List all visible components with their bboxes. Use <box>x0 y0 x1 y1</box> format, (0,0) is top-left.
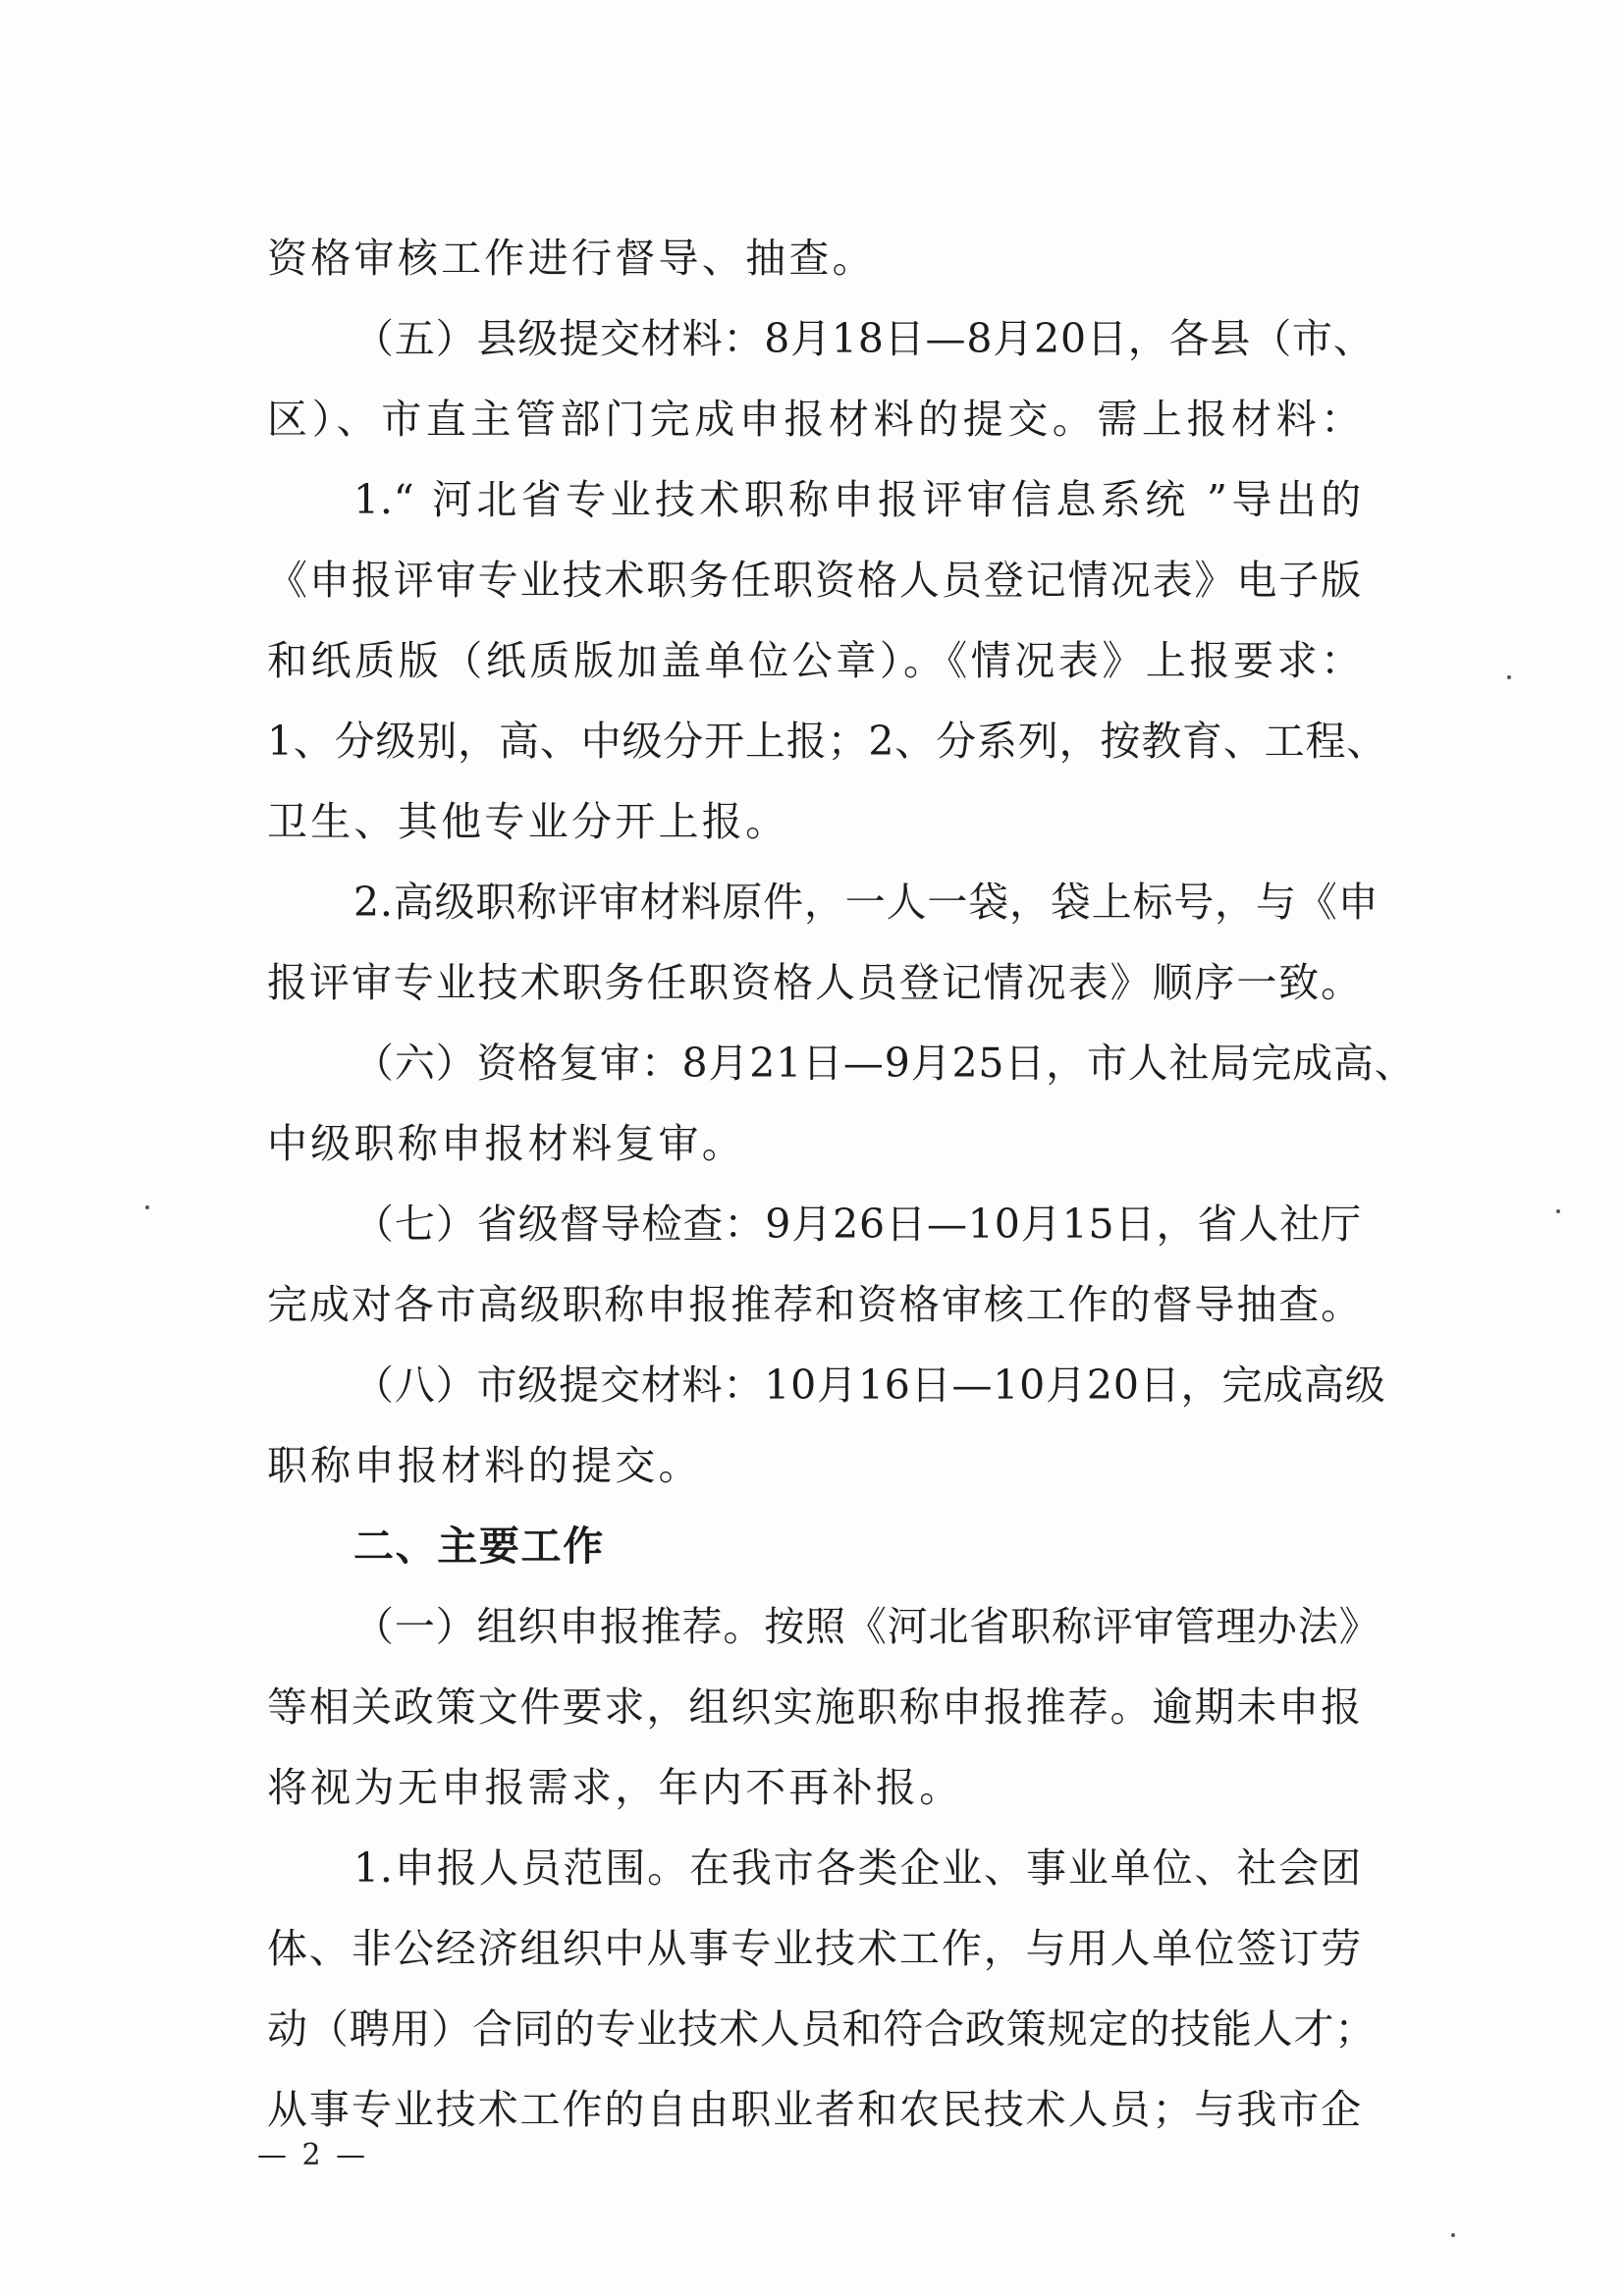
paragraph-line: 动（聘用）合同的专业技术人员和符合政策规定的技能人才； <box>267 2005 1377 2053</box>
paragraph-line: 卫生、其他专业分开上报。 <box>267 798 789 845</box>
paragraph-line: 体、非公经济组织中从事专业技术工作，与用人单位签订劳 <box>267 1925 1362 1972</box>
scan-speck <box>1451 2233 1455 2237</box>
scan-speck <box>1556 1209 1560 1213</box>
paragraph-line: （七）省级督导检查：9月26日—10月15日，省人社厅 <box>353 1201 1362 1248</box>
paragraph-line: 和纸质版（纸质版加盖单位公章）。《情况表》上报要求： <box>267 637 1362 684</box>
paragraph-line: 1、分级别，高、中级分开上报；2、分系列，按教育、工程、 <box>267 718 1388 765</box>
section-heading: 二、主要工作 <box>353 1522 605 1570</box>
document-body <box>267 218 1416 2150</box>
paragraph-line: 报评审专业技术职务任职资格人员登记情况表》顺序一致。 <box>267 959 1362 1006</box>
scan-speck <box>1507 675 1511 679</box>
paragraph-line: 将视为无申报需求，年内不再补报。 <box>267 1764 963 1811</box>
paragraph-line: 资格审核工作进行督导、抽查。 <box>267 235 876 282</box>
page-number: — 2 — <box>257 2138 369 2172</box>
paragraph-line: 中级职称申报材料复审。 <box>267 1120 746 1167</box>
scan-speck <box>145 1205 149 1209</box>
paragraph-line: 区）、市直主管部门完成申报材料的提交。需上报材料： <box>267 396 1362 443</box>
paragraph-line: 《申报评审专业技术职务任职资格人员登记情况表》电子版 <box>267 557 1362 604</box>
paragraph-line: （六）资格复审：8月21日—9月25日，市人社局完成高、 <box>353 1040 1416 1087</box>
paragraph-line: 职称申报材料的提交。 <box>267 1442 702 1489</box>
paragraph-line: 等相关政策文件要求，组织实施职称申报推荐。逾期未申报 <box>267 1683 1362 1731</box>
paragraph-line: 完成对各市高级职称申报推荐和资格审核工作的督导抽查。 <box>267 1281 1362 1328</box>
paragraph-line: 1.“ 河北省专业技术职称申报评审信息系统 ”导出的 <box>353 476 1362 523</box>
paragraph-line: 2.高级职称评审材料原件，一人一袋，袋上标号，与《申 <box>353 879 1380 926</box>
paragraph-line: （五）县级提交材料：8月18日—8月20日，各县（市、 <box>353 315 1375 362</box>
paragraph-line: （一）组织申报推荐。按照《河北省职称评审管理办法》 <box>353 1603 1380 1650</box>
paragraph-line: 1.申报人员范围。在我市各类企业、事业单位、社会团 <box>353 1844 1362 1892</box>
paragraph-line: （八）市级提交材料：10月16日—10月20日，完成高级 <box>353 1362 1386 1409</box>
paragraph-line: 从事专业技术工作的自由职业者和农民技术人员；与我市企 <box>267 2086 1362 2133</box>
